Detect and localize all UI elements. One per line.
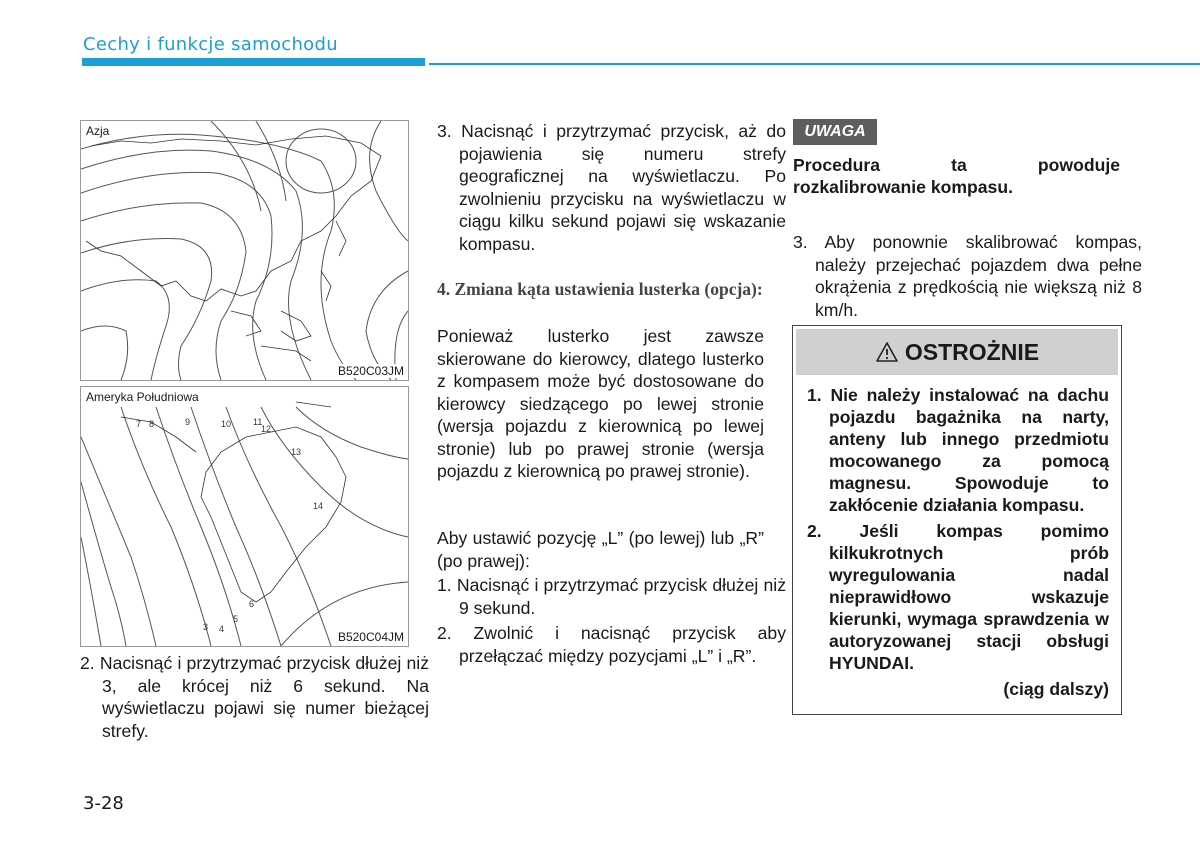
svg-text:8: 8: [149, 419, 155, 429]
svg-text:14: 14: [313, 501, 324, 511]
step-2: 2. Nacisnąć i przytrzymać przycisk dłużej niż 3, ale krócej niż 6 sekund. Na wyświetlaczu pojawi się numer bieżącej strefy.: [80, 653, 429, 741]
figure-label: Ameryka Południowa: [86, 390, 199, 404]
svg-text:6: 6: [249, 599, 255, 609]
svg-text:3: 3: [203, 622, 209, 632]
svg-text:13: 13: [291, 447, 302, 457]
figure-code: B520C04JM: [337, 630, 404, 644]
note-badge: UWAGA: [793, 119, 877, 145]
svg-text:4: 4: [219, 624, 225, 634]
sub-step-2: 2. Zwolnić i nacisnąć przycisk aby przełączać między pozycjami „L” i „R”.: [437, 623, 786, 666]
svg-text:7: 7: [136, 419, 142, 429]
asia-zone-map: [80, 120, 409, 381]
svg-text:10: 10: [221, 419, 232, 429]
header-rule: [429, 63, 1200, 65]
figure-label: Azja: [86, 124, 110, 138]
svg-text:5: 5: [233, 614, 239, 624]
asia-map-drawing: [81, 121, 408, 380]
warning-triangle-icon: [875, 341, 899, 363]
note-text: Procedura ta powoduje rozkalibrowanie kompasu.: [793, 155, 1120, 197]
south-america-map-drawing: [81, 387, 408, 646]
caution-list: [807, 384, 1109, 700]
caution-title: OSTROŻNIE: [904, 338, 1040, 365]
caution-header: [796, 329, 1118, 375]
svg-text:9: 9: [185, 417, 191, 427]
step-3: 3. Nacisnąć i przytrzymać przycisk, aż do pojawienia się numeru strefy geograficznej na wyświetlaczu. Po zwolnieniu przycisku na wyświetlaczu w ciągu kilku sekund pojawi się wskazanie kompasu.: [437, 121, 786, 254]
caution-box: [792, 325, 1122, 715]
header-accent-bar: [82, 58, 425, 66]
section-heading: 4. Zmiana kąta ustawienia lusterka (opcja):: [437, 279, 763, 299]
calibration-step-3: 3. Aby ponownie skalibrować kompas, należy przejechać pojazdem dwa pełne okrążenia z prędkością nie większą niż 8 km/h.: [793, 232, 1142, 320]
south-america-zone-map: [80, 386, 409, 647]
caution-item-1: 1. Nie należy instalować na dachu pojazdu bagażnika na narty, anteny lub innego przedmiotu mocowanego za pomocą magnesu. Spowoduje to zakłócenie działania kompasu.: [807, 385, 1109, 515]
figure-code: B520C03JM: [337, 364, 404, 378]
page-number: 3-28: [83, 793, 124, 814]
svg-text:11: 11: [253, 417, 263, 427]
sub-step-1: 1. Nacisnąć i przytrzymać przycisk dłużej niż 9 sekund.: [437, 575, 786, 618]
paragraph-set-position: Aby ustawić pozycję „L” (po lewej) lub „R” (po prawej):: [437, 528, 764, 571]
svg-text:12: 12: [261, 424, 272, 434]
paragraph-mirror-side: Ponieważ lusterko jest zawsze skierowane do kierowcy, dlatego lusterko z kompasem może być dostosowane do kierowcy siedzącego po lewej stronie (wersja pojazdu z kierownicą po lewej stronie) lub po prawej stronie (wersja pojazdu z kierownicą po prawej stronie).: [437, 326, 764, 481]
section-title: Cechy i funkcje samochodu: [83, 34, 338, 55]
continued-label: (ciąg dalszy): [1003, 679, 1109, 699]
caution-item-2: 2. Jeśli kompas pomimo kilkukrotnych prób wyregulowania nadal nieprawidłowo wskazuje kierunki, wymaga sprawdzenia w autoryzowanej stacji obsługi HYUNDAI.: [807, 521, 1109, 673]
